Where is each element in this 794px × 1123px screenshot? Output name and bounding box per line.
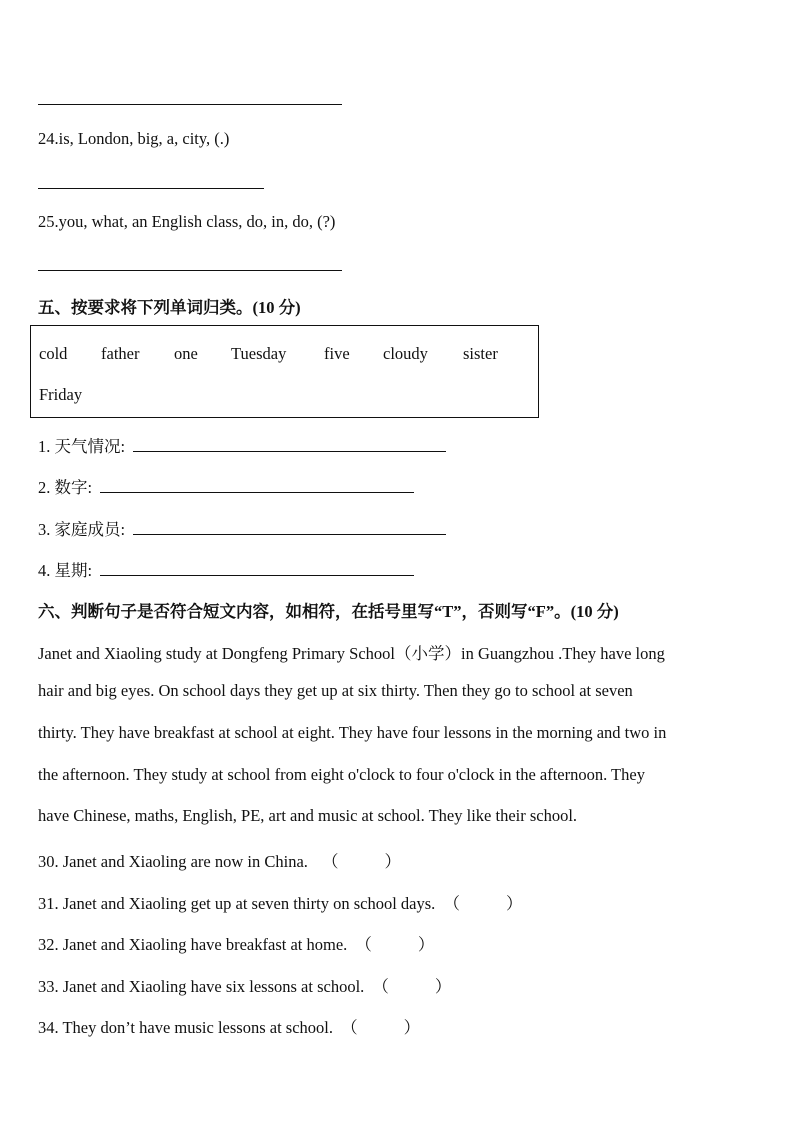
judge-question-30 bbox=[38, 848, 401, 872]
category-family bbox=[38, 516, 446, 540]
category-answer-line[interactable] bbox=[100, 491, 414, 493]
answer-line-25[interactable] bbox=[38, 270, 342, 271]
word-item: Friday bbox=[39, 385, 83, 404]
category-weekday bbox=[38, 557, 414, 581]
question-text: 34. They don’t have music lessons at school. bbox=[38, 1018, 333, 1037]
word-bank-box bbox=[30, 325, 539, 418]
answer-brackets[interactable]: （ ） bbox=[322, 852, 402, 871]
category-answer-line[interactable] bbox=[100, 574, 414, 576]
category-label: 3. 家庭成员: bbox=[38, 520, 126, 539]
section-6-title: 六、判断句子是否符合短文内容，如相符，在括号里写“T”，否则写“F”。(10 分) bbox=[38, 602, 619, 621]
judge-question-33 bbox=[38, 973, 451, 997]
category-answer-line[interactable] bbox=[133, 533, 446, 535]
category-number bbox=[38, 474, 414, 498]
word-item: cold bbox=[39, 344, 68, 363]
passage-line: hair and big eyes. On school days they get up at six thirty. Then they go to school at seven bbox=[38, 681, 633, 700]
judge-question-34 bbox=[38, 1014, 420, 1038]
word-item: one bbox=[174, 344, 198, 363]
category-label: 1. 天气情况: bbox=[38, 437, 126, 456]
word-item: Tuesday bbox=[231, 344, 287, 363]
question-text: 33. Janet and Xiaoling have six lessons at school. bbox=[38, 977, 365, 996]
category-label: 4. 星期: bbox=[38, 561, 93, 580]
question-text: 31. Janet and Xiaoling get up at seven thirty on school days. bbox=[38, 894, 436, 913]
category-answer-line[interactable] bbox=[133, 450, 446, 452]
word-item: cloudy bbox=[383, 344, 428, 363]
category-weather bbox=[38, 433, 446, 457]
passage-line: thirty. They have breakfast at school at eight. They have four lessons in the morning and two in bbox=[38, 723, 667, 742]
question-text: 32. Janet and Xiaoling have breakfast at home. bbox=[38, 935, 348, 954]
question-text: 30. Janet and Xiaoling are now in China. bbox=[38, 852, 308, 871]
answer-brackets[interactable]: （ ） bbox=[443, 894, 523, 913]
word-item: sister bbox=[463, 344, 498, 363]
answer-brackets[interactable]: （ ） bbox=[341, 1018, 421, 1037]
question-25: 25.you, what, an English class, do, in, do, (?) bbox=[38, 212, 336, 231]
passage-line: have Chinese, maths, English, PE, art and music at school. They like their school. bbox=[38, 806, 578, 825]
judge-question-32 bbox=[38, 931, 434, 955]
question-24: 24.is, London, big, a, city, (.) bbox=[38, 129, 230, 148]
answer-brackets[interactable]: （ ） bbox=[372, 977, 452, 996]
passage-line: Janet and Xiaoling study at Dongfeng Primary School（小学）in Guangzhou .They have long bbox=[38, 644, 665, 663]
word-item: father bbox=[101, 344, 140, 363]
section-5-title: 五、按要求将下列单词归类。(10 分) bbox=[38, 298, 301, 317]
category-label: 2. 数字: bbox=[38, 478, 93, 497]
answer-line-23[interactable] bbox=[38, 104, 342, 105]
judge-question-31 bbox=[38, 890, 522, 914]
answer-line-24[interactable] bbox=[38, 188, 264, 189]
answer-brackets[interactable]: （ ） bbox=[355, 935, 435, 954]
passage-line: the afternoon. They study at school from eight o'clock to four o'clock in the afternoon. They bbox=[38, 765, 645, 784]
word-item: five bbox=[324, 344, 350, 363]
